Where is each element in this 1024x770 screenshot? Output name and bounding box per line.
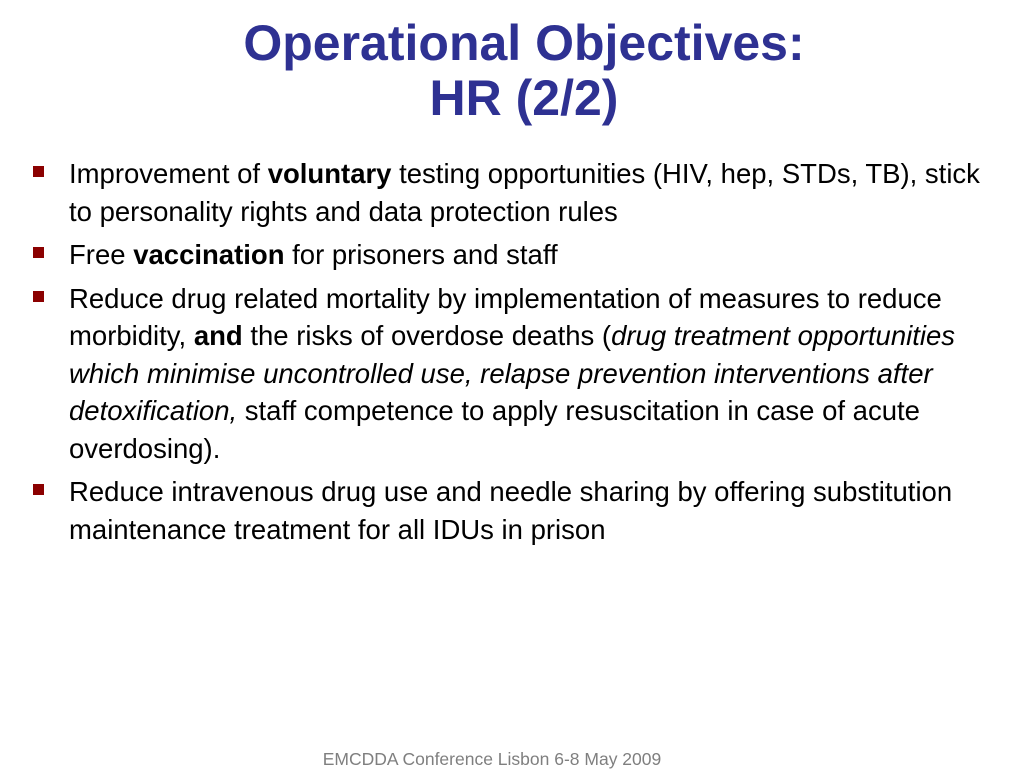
bullet-italic-text: drug treatment opportunities which minimise uncontrolled use, relapse prevention interventions after detoxification, <box>69 320 956 426</box>
bullet-text: staff competence to apply resuscitation in case of acute overdosing). <box>69 395 920 464</box>
bullet-item-vaccination <box>30 236 1005 274</box>
bullet-text: testing opportunities (HIV, hep, STDs, TB), stick to personality rights and data protection rules <box>69 158 980 227</box>
slide-title-line-2: HR (2/2) <box>429 70 619 126</box>
square-bullet-icon <box>33 247 44 258</box>
bullet-item-voluntary-testing <box>30 155 1005 230</box>
bullet-item-drug-mortality <box>30 280 1005 468</box>
bullet-text: Reduce drug related mortality by implementation of measures to reduce morbidity, <box>69 282 942 351</box>
bullet-text: Improvement of <box>69 158 268 189</box>
bullet-emphasis: vaccination <box>133 239 285 270</box>
square-bullet-icon <box>33 291 44 302</box>
bullet-emphasis: voluntary <box>267 158 392 189</box>
slide-title-line-1: Operational Objectives: <box>243 15 805 71</box>
slide-title <box>0 16 1024 126</box>
bullet-item-substitution-treatment <box>30 473 1005 548</box>
bullet-list <box>30 155 1005 554</box>
bullet-text: the risks of overdose deaths ( <box>242 320 612 351</box>
bullet-text: for prisoners and staff <box>284 239 558 270</box>
bullet-text: Free <box>69 239 134 270</box>
slide-footer: EMCDDA Conference Lisbon 6-8 May 2009 <box>322 749 662 769</box>
bullet-emphasis: and <box>193 320 243 351</box>
bullet-text: Reduce intravenous drug use and needle sharing by offering substitution maintenance treatment for all IDUs in prison <box>69 476 953 545</box>
square-bullet-icon <box>33 166 44 177</box>
square-bullet-icon <box>33 484 44 495</box>
